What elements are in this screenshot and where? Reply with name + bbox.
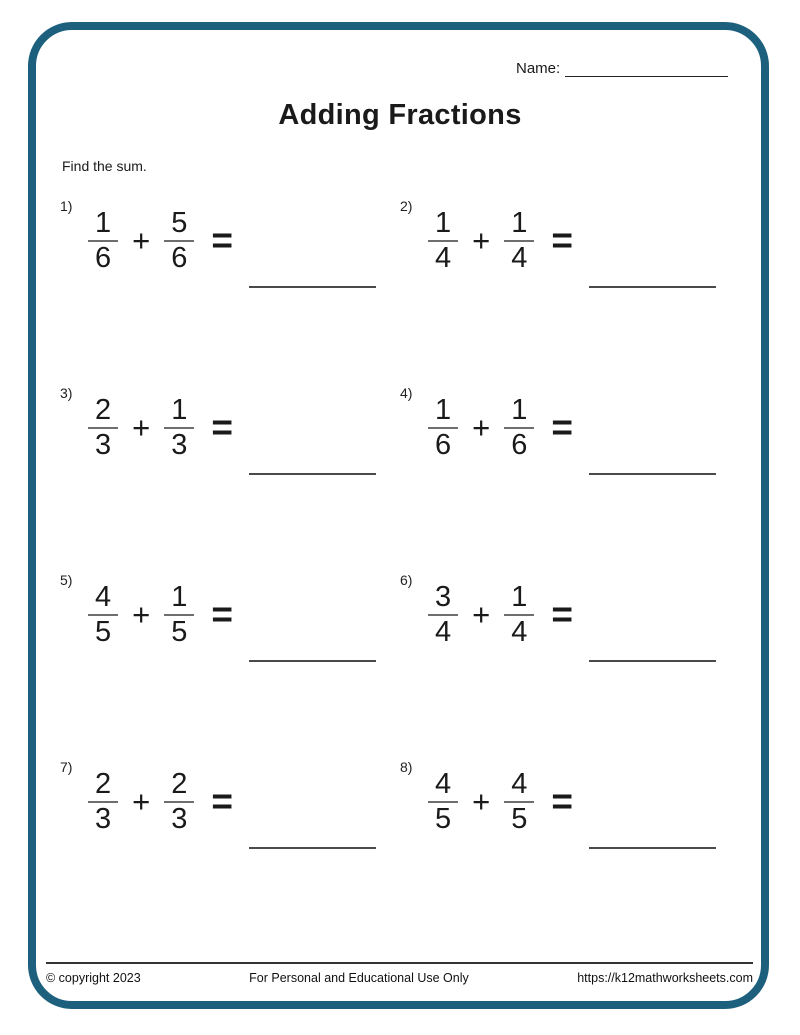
fraction-2 [504, 582, 534, 648]
numerator: 1 [435, 207, 452, 239]
equation [428, 582, 716, 648]
equals-sign: = [551, 781, 573, 822]
equals-sign: = [211, 220, 233, 261]
plus-operator: + [472, 223, 491, 258]
denominator: 6 [171, 242, 188, 274]
denominator: 3 [95, 803, 112, 835]
fraction-1 [88, 208, 118, 274]
footer [46, 971, 753, 985]
denominator: 5 [511, 803, 528, 835]
problem-number: 5) [60, 572, 73, 588]
problem-number: 3) [60, 385, 73, 401]
fraction-2 [164, 769, 194, 835]
problems-grid [60, 196, 740, 944]
footer-usage: For Personal and Educational Use Only [249, 971, 469, 985]
plus-operator: + [132, 784, 151, 819]
denominator: 3 [171, 803, 188, 835]
equation [428, 395, 716, 461]
numerator: 2 [171, 768, 188, 800]
problem-8 [400, 757, 740, 944]
problem-2 [400, 196, 740, 383]
equation [88, 582, 376, 648]
answer-blank [249, 847, 376, 849]
fraction-2 [504, 769, 534, 835]
numerator: 1 [511, 394, 528, 426]
name-row [516, 60, 728, 77]
numerator: 2 [95, 768, 112, 800]
answer-blank [589, 660, 716, 662]
numerator: 1 [511, 581, 528, 613]
denominator: 6 [435, 429, 452, 461]
equation [428, 208, 716, 274]
problem-number: 8) [400, 759, 413, 775]
problem-4 [400, 383, 740, 570]
numerator: 4 [95, 581, 112, 613]
footer-copyright: © copyright 2023 [46, 971, 141, 985]
equals-sign: = [551, 220, 573, 261]
answer-blank [589, 847, 716, 849]
numerator: 4 [511, 768, 528, 800]
denominator: 6 [95, 242, 112, 274]
equation [88, 395, 376, 461]
numerator: 5 [171, 207, 188, 239]
equation [88, 208, 376, 274]
denominator: 3 [171, 429, 188, 461]
problem-7 [60, 757, 400, 944]
fraction-1 [88, 769, 118, 835]
equals-sign: = [551, 407, 573, 448]
plus-operator: + [472, 597, 491, 632]
plus-operator: + [472, 410, 491, 445]
problem-number: 7) [60, 759, 73, 775]
answer-blank [249, 286, 376, 288]
denominator: 4 [511, 616, 528, 648]
numerator: 2 [95, 394, 112, 426]
plus-operator: + [132, 597, 151, 632]
problem-5 [60, 570, 400, 757]
footer-divider [46, 962, 753, 964]
answer-blank [589, 286, 716, 288]
problem-number: 6) [400, 572, 413, 588]
fraction-1 [88, 395, 118, 461]
problem-number: 4) [400, 385, 413, 401]
denominator: 4 [511, 242, 528, 274]
fraction-1 [428, 582, 458, 648]
denominator: 5 [95, 616, 112, 648]
fraction-1 [428, 208, 458, 274]
numerator: 3 [435, 581, 452, 613]
fraction-1 [428, 395, 458, 461]
name-blank-line [565, 60, 728, 77]
equals-sign: = [211, 407, 233, 448]
instruction-text: Find the sum. [62, 158, 147, 174]
name-label: Name: [516, 60, 561, 77]
numerator: 4 [435, 768, 452, 800]
numerator: 1 [435, 394, 452, 426]
denominator: 5 [435, 803, 452, 835]
plus-operator: + [472, 784, 491, 819]
equals-sign: = [551, 594, 573, 635]
problem-6 [400, 570, 740, 757]
fraction-1 [428, 769, 458, 835]
fraction-2 [504, 395, 534, 461]
equals-sign: = [211, 781, 233, 822]
denominator: 4 [435, 616, 452, 648]
fraction-2 [164, 395, 194, 461]
denominator: 3 [95, 429, 112, 461]
fraction-2 [504, 208, 534, 274]
equation [428, 769, 716, 835]
denominator: 5 [171, 616, 188, 648]
problem-3 [60, 383, 400, 570]
denominator: 6 [511, 429, 528, 461]
answer-blank [249, 473, 376, 475]
numerator: 1 [95, 207, 112, 239]
problem-number: 2) [400, 198, 413, 214]
fraction-2 [164, 208, 194, 274]
equation [88, 769, 376, 835]
numerator: 1 [511, 207, 528, 239]
page-title: Adding Fractions [278, 99, 522, 131]
answer-blank [249, 660, 376, 662]
problem-number: 1) [60, 198, 73, 214]
numerator: 1 [171, 581, 188, 613]
plus-operator: + [132, 410, 151, 445]
answer-blank [589, 473, 716, 475]
fraction-2 [164, 582, 194, 648]
numerator: 1 [171, 394, 188, 426]
plus-operator: + [132, 223, 151, 258]
equals-sign: = [211, 594, 233, 635]
denominator: 4 [435, 242, 452, 274]
footer-url: https://k12mathworksheets.com [577, 971, 753, 985]
problem-1 [60, 196, 400, 383]
fraction-1 [88, 582, 118, 648]
